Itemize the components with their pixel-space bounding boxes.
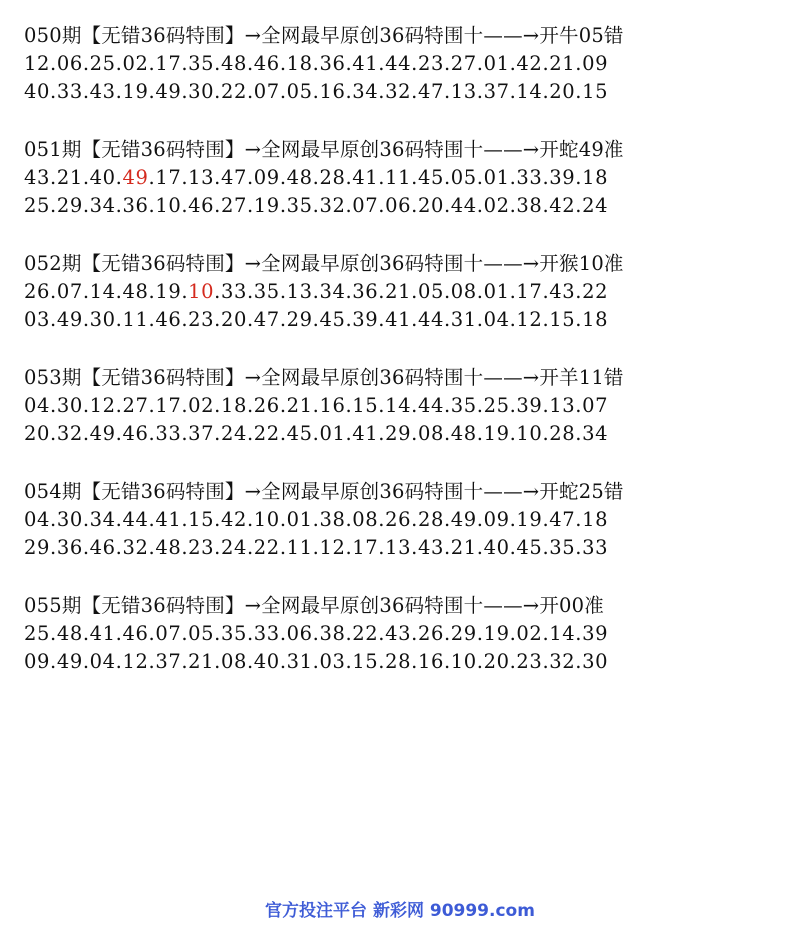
number-cell: 41: [155, 508, 182, 531]
number-cell: 16: [319, 80, 346, 103]
number-cell: 09: [582, 52, 609, 75]
number-cell: 07: [352, 194, 379, 217]
number-cell: 12: [516, 308, 543, 331]
number-cell: 48: [286, 166, 313, 189]
number-cell: 15: [582, 80, 609, 103]
number-cell: 13: [549, 394, 576, 417]
number-cell: 01: [483, 52, 510, 75]
number-cell: 30: [56, 394, 83, 417]
number-cell: 17: [155, 166, 182, 189]
number-cell: 23: [417, 52, 444, 75]
number-row: 26.07.14.48.19.10.33.35.13.34.36.21.05.08.01.17.43.22: [24, 280, 609, 303]
number-cell: 11: [122, 308, 149, 331]
number-cell: 06: [385, 194, 412, 217]
number-row: 25.48.41.46.07.05.35.33.06.38.22.43.26.29.19.02.14.39: [24, 622, 609, 645]
number-cell: 26: [24, 280, 51, 303]
number-cell: 25: [24, 622, 51, 645]
number-cell: 29: [385, 422, 412, 445]
number-row: 29.36.46.32.48.23.24.22.11.12.17.13.43.21.40.45.35.33: [24, 536, 609, 559]
number-cell: 34: [352, 80, 379, 103]
number-cell: 39: [549, 166, 576, 189]
number-cell: 06: [286, 622, 313, 645]
number-cell: 16: [319, 394, 346, 417]
number-cell: 46: [122, 422, 149, 445]
number-cell: 49: [56, 308, 83, 331]
number-row: 43.21.40.49.17.13.47.09.48.28.41.11.45.05.01.33.39.18: [24, 166, 609, 189]
number-cell: 18: [220, 394, 247, 417]
number-cell: 08: [352, 508, 379, 531]
number-cell: 22: [253, 422, 280, 445]
number-cell: 30: [582, 650, 609, 673]
number-cell: 38: [516, 194, 543, 217]
number-cell: 20: [24, 422, 51, 445]
number-cell: 34: [582, 422, 609, 445]
number-cell: 32: [319, 194, 346, 217]
number-cell: 09: [24, 650, 51, 673]
number-cell: 22: [582, 280, 609, 303]
number-cell: 19: [483, 422, 510, 445]
number-cell: 06: [56, 52, 83, 75]
number-row: 40.33.43.19.49.30.22.07.05.16.34.32.47.13.37.14.20.15: [24, 80, 609, 103]
number-row: 20.32.49.46.33.37.24.22.45.01.41.29.08.48.19.10.28.34: [24, 422, 609, 445]
number-cell: 14: [385, 394, 412, 417]
number-cell: 26: [385, 508, 412, 531]
number-cell: 20: [483, 650, 510, 673]
number-cell: 08: [417, 422, 444, 445]
number-cell: 03: [319, 650, 346, 673]
number-cell: 28: [385, 650, 412, 673]
number-cell: 35: [220, 622, 247, 645]
number-cell: 39: [516, 394, 543, 417]
number-cell: 18: [582, 166, 609, 189]
number-cell: 36: [352, 280, 379, 303]
number-cell: 12: [122, 650, 149, 673]
number-cell: 34: [319, 280, 346, 303]
number-cell: 24: [220, 422, 247, 445]
number-cell: 29: [286, 308, 313, 331]
number-cell: 11: [286, 536, 313, 559]
number-cell: 35: [253, 280, 280, 303]
number-cell: 42: [516, 52, 543, 75]
number-cell: 29: [450, 622, 477, 645]
number-cell: 16: [417, 650, 444, 673]
number-cell: 39: [582, 622, 609, 645]
number-cell: 49: [155, 80, 182, 103]
number-cell: 08: [450, 280, 477, 303]
number-cell: 43: [89, 80, 116, 103]
number-cell: 22: [220, 80, 247, 103]
number-cell: 23: [188, 308, 215, 331]
number-cell: 19: [122, 80, 149, 103]
number-cell: 46: [122, 622, 149, 645]
number-cell: 10: [450, 650, 477, 673]
number-cell: 09: [253, 166, 280, 189]
number-cell: 49: [450, 508, 477, 531]
period-title: 053期【无错36码特围】→全网最早原创36码特围十——→开羊11错: [24, 366, 624, 389]
number-cell: 04: [89, 650, 116, 673]
number-cell: 15: [549, 308, 576, 331]
number-row: 04.30.34.44.41.15.42.10.01.38.08.26.28.49.09.19.47.18: [24, 508, 609, 531]
number-row: 25.29.34.36.10.46.27.19.35.32.07.06.20.44.02.38.42.24: [24, 194, 609, 217]
number-cell: 12: [89, 394, 116, 417]
number-cell: 41: [89, 622, 116, 645]
number-cell: 17: [352, 536, 379, 559]
number-cell: 33: [253, 622, 280, 645]
number-cell: 31: [286, 650, 313, 673]
number-cell: 36: [122, 194, 149, 217]
hit-number: 49: [122, 166, 149, 189]
number-cell: 43: [385, 622, 412, 645]
period-block-054: [24, 478, 794, 562]
number-cell: 11: [385, 166, 412, 189]
number-cell: 45: [516, 536, 543, 559]
period-title: 050期【无错36码特围】→全网最早原创36码特围十——→开牛05错: [24, 24, 624, 47]
number-cell: 18: [286, 52, 313, 75]
number-cell: 25: [89, 52, 116, 75]
number-cell: 17: [155, 394, 182, 417]
period-title: 051期【无错36码特围】→全网最早原创36码特围十——→开蛇49准: [24, 138, 624, 161]
number-cell: 21: [56, 166, 83, 189]
number-cell: 44: [122, 508, 149, 531]
number-cell: 15: [352, 650, 379, 673]
number-cell: 46: [253, 52, 280, 75]
number-cell: 29: [24, 536, 51, 559]
hit-number: 10: [188, 280, 215, 303]
number-cell: 10: [516, 422, 543, 445]
number-cell: 14: [549, 622, 576, 645]
number-cell: 02: [122, 52, 149, 75]
number-cell: 47: [549, 508, 576, 531]
number-cell: 14: [89, 280, 116, 303]
period-block-052: [24, 250, 794, 334]
period-block-051: [24, 136, 794, 220]
number-cell: 32: [122, 536, 149, 559]
number-cell: 23: [516, 650, 543, 673]
number-cell: 46: [89, 536, 116, 559]
number-cell: 32: [549, 650, 576, 673]
number-cell: 47: [220, 166, 247, 189]
number-cell: 42: [549, 194, 576, 217]
number-cell: 28: [319, 166, 346, 189]
number-cell: 42: [220, 508, 247, 531]
number-cell: 12: [319, 536, 346, 559]
number-cell: 35: [188, 52, 215, 75]
number-cell: 32: [56, 422, 83, 445]
number-cell: 21: [385, 280, 412, 303]
number-cell: 25: [24, 194, 51, 217]
number-cell: 48: [122, 280, 149, 303]
number-cell: 05: [450, 166, 477, 189]
number-cell: 47: [417, 80, 444, 103]
number-cell: 46: [155, 308, 182, 331]
number-cell: 41: [352, 166, 379, 189]
number-cell: 43: [417, 536, 444, 559]
number-cell: 05: [286, 80, 313, 103]
prediction-list: [24, 22, 794, 706]
footer-site-link[interactable]: 官方投注平台 新彩网 90999.com: [265, 901, 535, 921]
number-cell: 38: [319, 622, 346, 645]
number-cell: 34: [89, 194, 116, 217]
number-cell: 14: [516, 80, 543, 103]
number-cell: 44: [385, 52, 412, 75]
number-cell: 05: [188, 622, 215, 645]
number-cell: 19: [516, 508, 543, 531]
number-cell: 34: [89, 508, 116, 531]
number-cell: 44: [417, 308, 444, 331]
number-cell: 41: [352, 52, 379, 75]
number-cell: 20: [549, 80, 576, 103]
number-cell: 40: [253, 650, 280, 673]
number-cell: 45: [319, 308, 346, 331]
number-cell: 01: [483, 280, 510, 303]
number-cell: 30: [89, 308, 116, 331]
number-cell: 13: [188, 166, 215, 189]
period-block-053: [24, 364, 794, 448]
number-cell: 33: [155, 422, 182, 445]
number-cell: 41: [352, 422, 379, 445]
number-cell: 45: [286, 422, 313, 445]
number-cell: 10: [155, 194, 182, 217]
number-cell: 35: [549, 536, 576, 559]
number-cell: 27: [220, 194, 247, 217]
number-cell: 21: [188, 650, 215, 673]
number-cell: 24: [582, 194, 609, 217]
number-cell: 29: [56, 194, 83, 217]
number-cell: 04: [24, 394, 51, 417]
number-cell: 10: [253, 508, 280, 531]
number-cell: 47: [253, 308, 280, 331]
number-cell: 33: [220, 280, 247, 303]
number-cell: 41: [385, 308, 412, 331]
number-cell: 18: [582, 308, 609, 331]
number-cell: 18: [582, 508, 609, 531]
number-cell: 20: [220, 308, 247, 331]
number-cell: 13: [450, 80, 477, 103]
number-cell: 04: [483, 308, 510, 331]
number-cell: 46: [188, 194, 215, 217]
number-cell: 15: [352, 394, 379, 417]
number-row: 04.30.12.27.17.02.18.26.21.16.15.14.44.35.25.39.13.07: [24, 394, 609, 417]
number-cell: 27: [450, 52, 477, 75]
number-cell: 13: [286, 280, 313, 303]
number-cell: 37: [188, 422, 215, 445]
number-cell: 19: [155, 280, 182, 303]
number-cell: 22: [352, 622, 379, 645]
number-cell: 24: [220, 536, 247, 559]
number-row: 09.49.04.12.37.21.08.40.31.03.15.28.16.10.20.23.32.30: [24, 650, 609, 673]
number-cell: 19: [253, 194, 280, 217]
number-cell: 40: [89, 166, 116, 189]
number-cell: 20: [417, 194, 444, 217]
number-cell: 38: [319, 508, 346, 531]
number-cell: 49: [56, 650, 83, 673]
number-cell: 01: [286, 508, 313, 531]
number-row: 03.49.30.11.46.23.20.47.29.45.39.41.44.31.04.12.15.18: [24, 308, 609, 331]
number-cell: 37: [155, 650, 182, 673]
number-cell: 30: [188, 80, 215, 103]
number-cell: 07: [582, 394, 609, 417]
number-cell: 49: [89, 422, 116, 445]
number-cell: 17: [155, 52, 182, 75]
number-cell: 39: [352, 308, 379, 331]
number-cell: 40: [24, 80, 51, 103]
number-cell: 44: [450, 194, 477, 217]
number-cell: 36: [319, 52, 346, 75]
number-cell: 01: [483, 166, 510, 189]
number-cell: 48: [56, 622, 83, 645]
number-cell: 48: [155, 536, 182, 559]
number-cell: 04: [24, 508, 51, 531]
number-cell: 37: [483, 80, 510, 103]
number-cell: 07: [253, 80, 280, 103]
number-cell: 33: [582, 536, 609, 559]
number-cell: 31: [450, 308, 477, 331]
number-cell: 27: [122, 394, 149, 417]
number-cell: 02: [516, 622, 543, 645]
number-cell: 21: [450, 536, 477, 559]
number-cell: 07: [155, 622, 182, 645]
number-cell: 28: [417, 508, 444, 531]
number-cell: 33: [56, 80, 83, 103]
period-block-050: [24, 22, 794, 106]
number-cell: 48: [220, 52, 247, 75]
number-cell: 03: [24, 308, 51, 331]
number-cell: 09: [483, 508, 510, 531]
number-cell: 25: [483, 394, 510, 417]
period-title: 055期【无错36码特围】→全网最早原创36码特围十——→开00准: [24, 594, 604, 617]
number-cell: 23: [188, 536, 215, 559]
number-cell: 35: [286, 194, 313, 217]
number-row: 12.06.25.02.17.35.48.46.18.36.41.44.23.27.01.42.21.09: [24, 52, 609, 75]
number-cell: 05: [417, 280, 444, 303]
number-cell: 22: [253, 536, 280, 559]
number-cell: 01: [319, 422, 346, 445]
number-cell: 02: [188, 394, 215, 417]
number-cell: 12: [24, 52, 51, 75]
period-title: 054期【无错36码特围】→全网最早原创36码特围十——→开蛇25错: [24, 480, 624, 503]
number-cell: 40: [483, 536, 510, 559]
number-cell: 48: [450, 422, 477, 445]
number-cell: 33: [516, 166, 543, 189]
period-block-055: [24, 592, 794, 676]
number-cell: 13: [385, 536, 412, 559]
number-cell: 21: [549, 52, 576, 75]
number-cell: 02: [483, 194, 510, 217]
period-title: 052期【无错36码特围】→全网最早原创36码特围十——→开猴10准: [24, 252, 624, 275]
number-cell: 15: [188, 508, 215, 531]
number-cell: 35: [450, 394, 477, 417]
number-cell: 28: [549, 422, 576, 445]
number-cell: 26: [417, 622, 444, 645]
number-cell: 19: [483, 622, 510, 645]
number-cell: 07: [56, 280, 83, 303]
number-cell: 44: [417, 394, 444, 417]
number-cell: 45: [417, 166, 444, 189]
number-cell: 43: [24, 166, 51, 189]
number-cell: 36: [56, 536, 83, 559]
number-cell: 17: [516, 280, 543, 303]
number-cell: 26: [253, 394, 280, 417]
number-cell: 21: [286, 394, 313, 417]
number-cell: 30: [56, 508, 83, 531]
number-cell: 43: [549, 280, 576, 303]
number-cell: 32: [385, 80, 412, 103]
number-cell: 08: [220, 650, 247, 673]
